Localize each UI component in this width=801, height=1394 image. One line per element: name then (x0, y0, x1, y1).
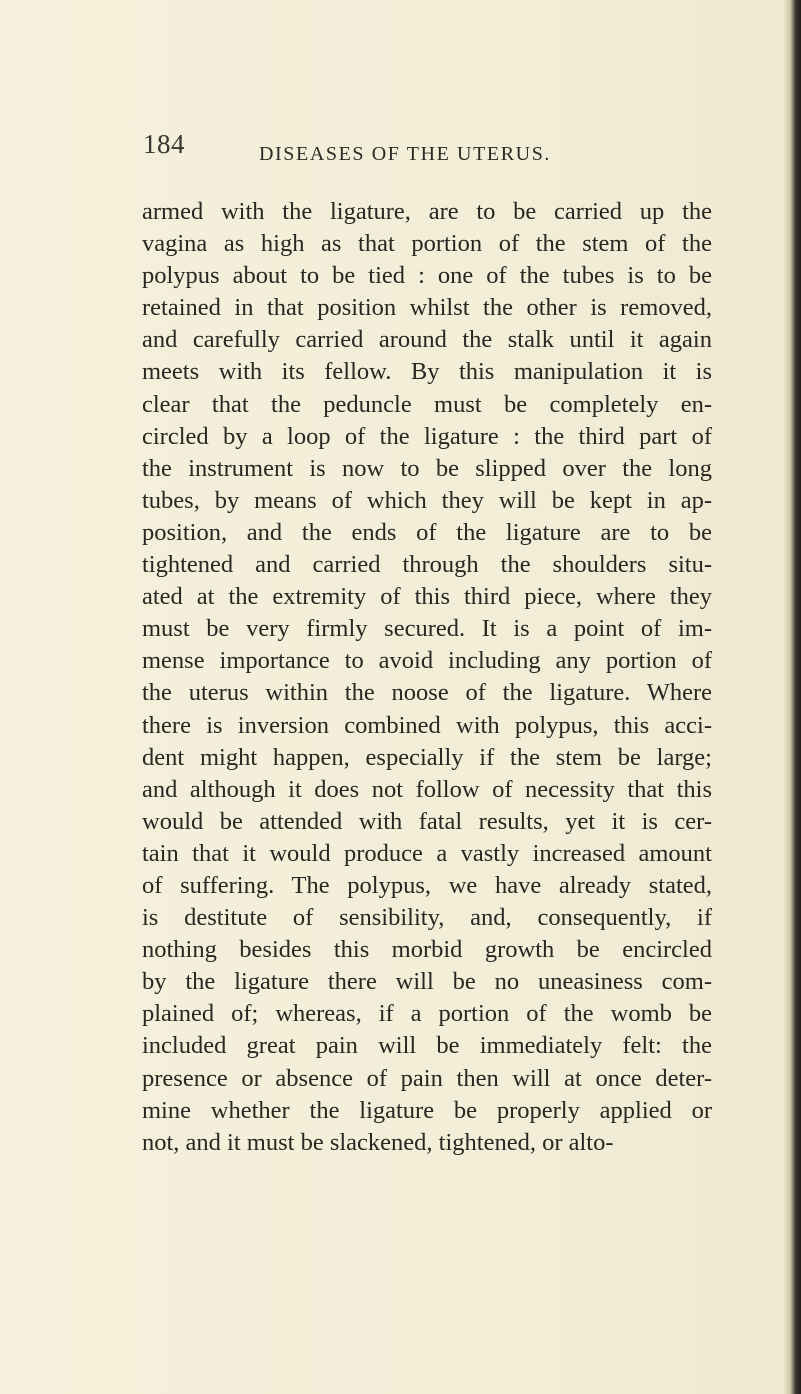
running-head: DISEASES OF THE UTERUS. (259, 143, 552, 165)
text-line: vagina as high as that portion of the stem of the (142, 230, 712, 258)
text-line: of suffering. The polypus, we have already stated, (142, 871, 712, 899)
text-line: not, and it must be slackened, tightened, or alto- (142, 1128, 614, 1156)
text-line: position, and the ends of the ligature are to be (142, 518, 712, 546)
text-line: the instrument is now to be slipped over the long (142, 454, 712, 482)
text-line: retained in that position whilst the other is removed, (142, 294, 712, 322)
text-line: tubes, by means of which they will be kept in ap- (142, 486, 712, 514)
body-text (142, 196, 712, 1159)
text-line: would be attended with fatal results, yet it is cer- (142, 807, 712, 835)
text-line: ated at the extremity of this third piece, where they (142, 583, 712, 611)
text-line: is destitute of sensibility, and, consequently, if (142, 904, 712, 932)
text-line: tightened and carried through the shoulders situ- (142, 551, 712, 579)
text-line: armed with the ligature, are to be carried up the (142, 198, 712, 225)
text-line: and although it does not follow of necessity that this (142, 775, 712, 803)
text-line: circled by a loop of the ligature : the third part of (142, 422, 712, 450)
page-number: 184 (143, 129, 185, 159)
text-line: plained of; whereas, if a portion of the womb be (142, 1000, 712, 1028)
text-line: and carefully carried around the stalk until it again (142, 326, 712, 354)
text-line: mense importance to avoid including any portion of (142, 647, 712, 675)
text-line: nothing besides this morbid growth be encircled (142, 936, 712, 964)
text-line: dent might happen, especially if the stem be large; (142, 743, 712, 771)
page-edge-shadow (783, 0, 801, 1394)
text-line: tain that it would produce a vastly increased amount (142, 839, 712, 867)
text-line: meets with its fellow. By this manipulation it is (142, 358, 712, 386)
text-line: by the ligature there will be no uneasiness com- (142, 968, 712, 996)
text-line: polypus about to be tied : one of the tubes is to be (142, 262, 712, 290)
text-line: the uterus within the noose of the ligature. Where (142, 679, 712, 707)
text-line: must be very firmly secured. It is a point of im- (142, 615, 712, 643)
text-line: there is inversion combined with polypus, this acci- (142, 711, 712, 739)
text-line: mine whether the ligature be properly applied or (142, 1096, 712, 1124)
text-line: included great pain will be immediately felt: the (142, 1032, 712, 1060)
text-line: clear that the peduncle must be completely en- (142, 390, 712, 418)
text-line: presence or absence of pain then will at once deter- (142, 1064, 712, 1092)
